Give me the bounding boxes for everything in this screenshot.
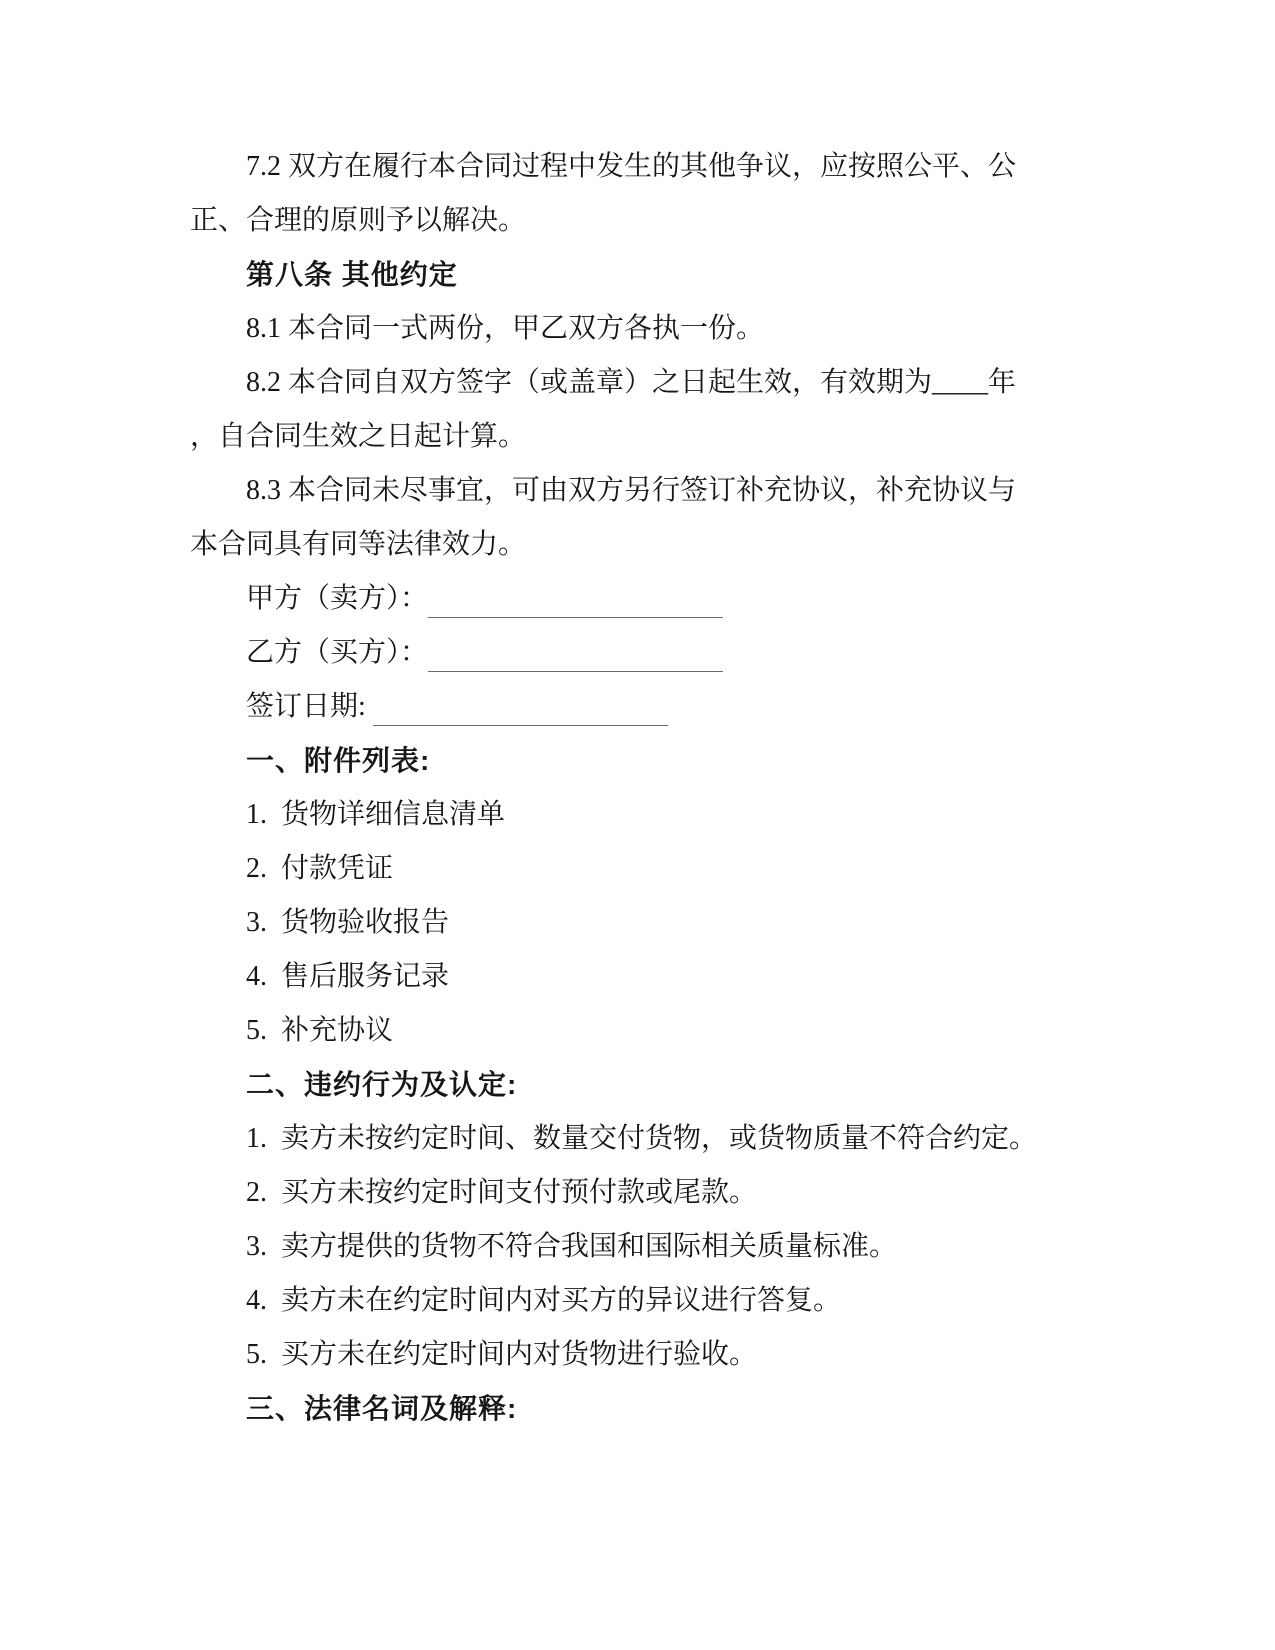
text-line: 正、合理的原则予以解决。 — [190, 205, 527, 236]
signature-label: 甲方（卖方）： — [246, 583, 429, 614]
breach-item-3 — [190, 1220, 1090, 1274]
text-line: 4. 售后服务记录 — [246, 961, 450, 992]
clause-7-2 — [190, 140, 1090, 248]
heading-text: 第八条 其他约定 — [246, 259, 458, 290]
attachment-item-3 — [190, 896, 1090, 950]
text-line: 4. 卖方未在约定时间内对买方的异议进行答复。 — [246, 1285, 842, 1316]
text-line: 本合同具有同等法律效力。 — [190, 529, 527, 560]
text-line: 8.1 本合同一式两份，甲乙双方各执一份。 — [246, 313, 765, 344]
blank-underline — [428, 576, 723, 618]
clause-8-1 — [190, 302, 1090, 356]
text-line: 1. 货物详细信息清单 — [246, 799, 506, 830]
signature-label: 乙方（买方）： — [246, 637, 429, 668]
breach-item-1 — [190, 1112, 1090, 1166]
text-line: 8.3 本合同未尽事宜，可由双方另行签订补充协议，补充协议与 — [246, 475, 1017, 506]
clause-8-3 — [190, 464, 1090, 572]
breach-item-5 — [190, 1328, 1090, 1382]
text-line: 5. 买方未在约定时间内对货物进行验收。 — [246, 1339, 758, 1370]
heading-legal-terms — [190, 1382, 1090, 1436]
text-line: 7.2 双方在履行本合同过程中发生的其他争议，应按照公平、公 — [246, 151, 1017, 182]
party-a-signature-line — [190, 572, 1090, 626]
heading-text: 一、附件列表: — [246, 745, 431, 776]
breach-item-2 — [190, 1166, 1090, 1220]
text-line: 2. 付款凭证 — [246, 853, 394, 884]
heading-breach-definition — [190, 1058, 1090, 1112]
text-line: 1. 卖方未按约定时间、数量交付货物，或货物质量不符合约定。 — [246, 1123, 1038, 1154]
blank-underline — [428, 630, 723, 672]
heading-text: 二、违约行为及认定: — [246, 1069, 518, 1100]
text-line: 5. 补充协议 — [246, 1015, 394, 1046]
attachment-item-4 — [190, 950, 1090, 1004]
breach-item-4 — [190, 1274, 1090, 1328]
text-line: 2. 买方未按约定时间支付预付款或尾款。 — [246, 1177, 758, 1208]
heading-attachment-list — [190, 734, 1090, 788]
document-body — [190, 140, 1090, 1436]
attachment-item-1 — [190, 788, 1090, 842]
party-b-signature-line — [190, 626, 1090, 680]
attachment-item-5 — [190, 1004, 1090, 1058]
heading-text: 三、法律名词及解释: — [246, 1393, 518, 1424]
blank-underline — [373, 684, 668, 726]
text-line: 8.2 本合同自双方签字（或盖章）之日起生效，有效期为____年 — [246, 367, 1017, 398]
text-line: 3. 货物验收报告 — [246, 907, 450, 938]
signature-label: 签订日期: — [246, 691, 373, 722]
heading-article-8 — [190, 248, 1090, 302]
signing-date-line — [190, 680, 1090, 734]
attachment-item-2 — [190, 842, 1090, 896]
text-line: 3. 卖方提供的货物不符合我国和国际相关质量标准。 — [246, 1231, 898, 1262]
text-line: ，自合同生效之日起计算。 — [190, 421, 527, 452]
clause-8-2 — [190, 356, 1090, 464]
